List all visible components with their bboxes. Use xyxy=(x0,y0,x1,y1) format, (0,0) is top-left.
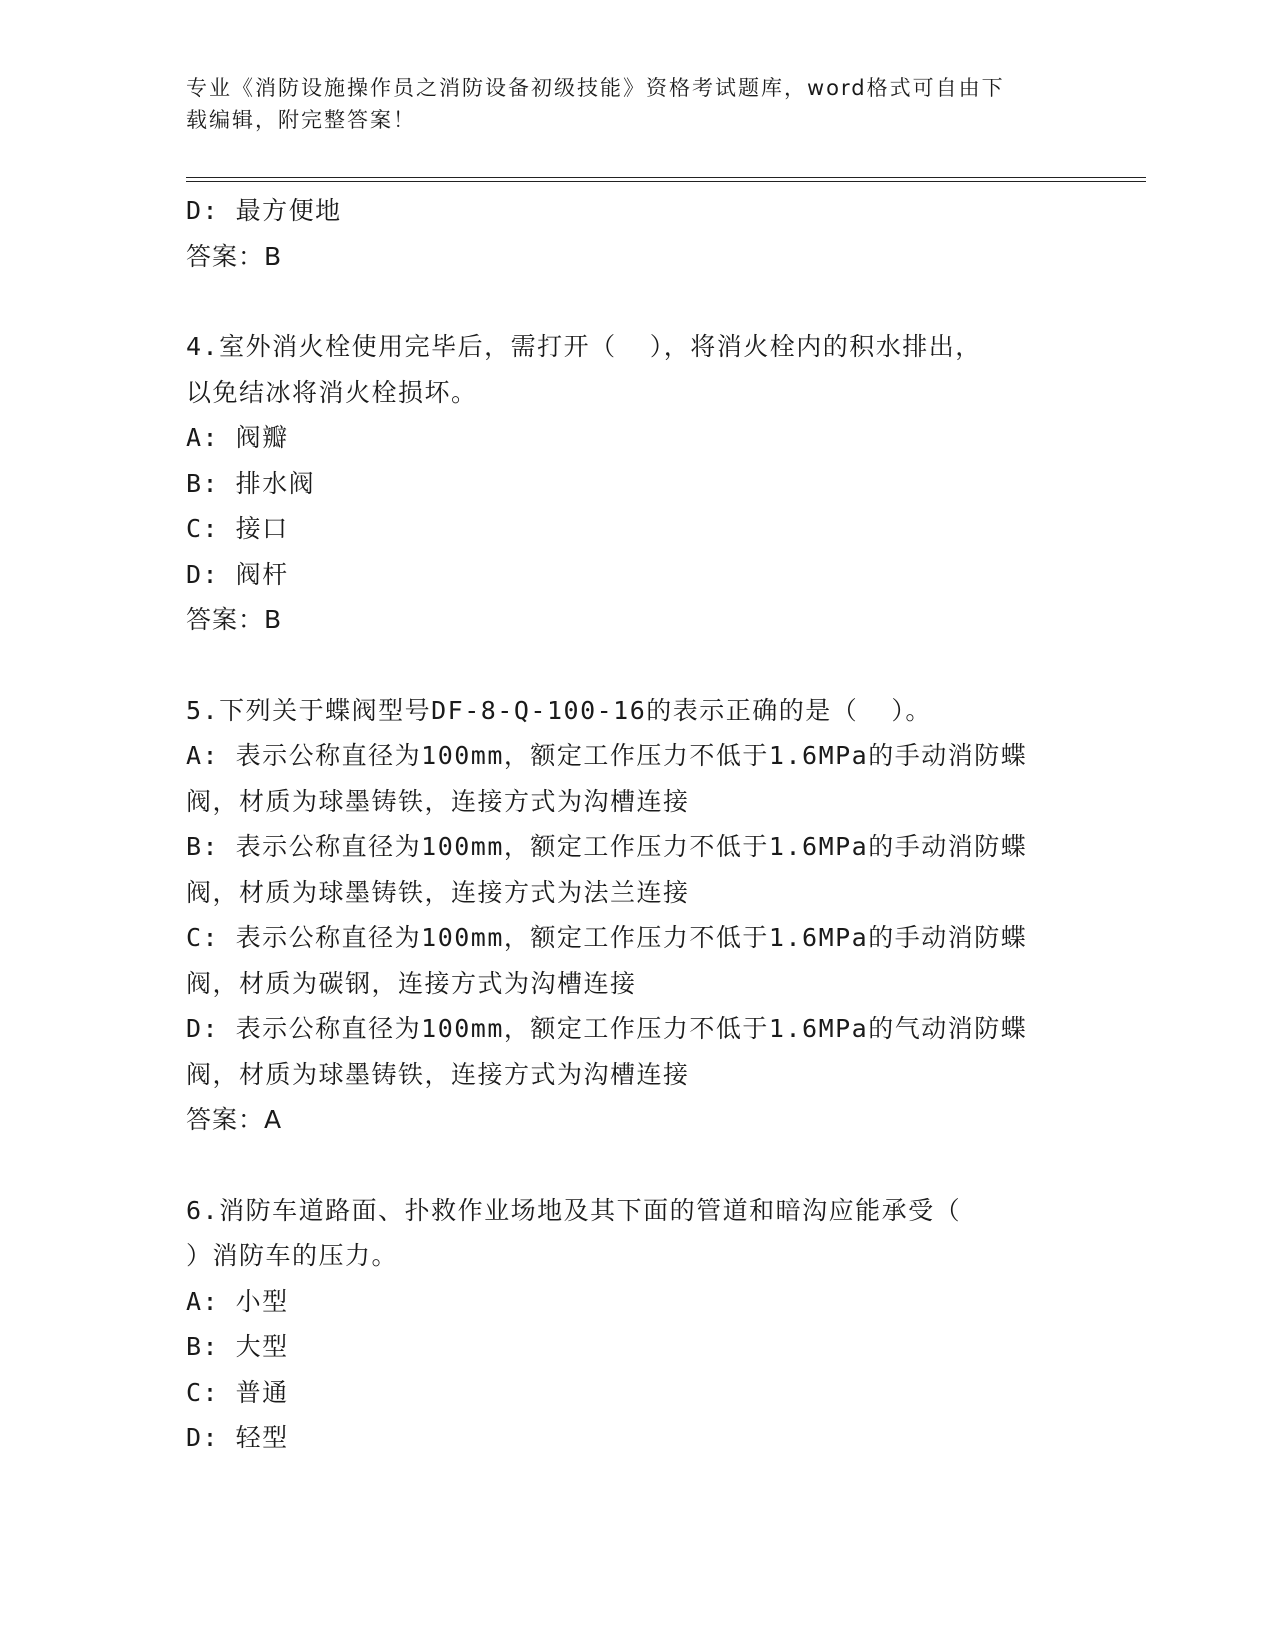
header-line-1: 专业《消防设施操作员之消防设备初级技能》资格考试题库，word格式可自由下 xyxy=(186,76,1005,100)
question-6-option-c: C: 普通 xyxy=(186,1377,289,1407)
question-5-option-a-line-2: 阀，材质为球墨铸铁，连接方式为沟槽连接 xyxy=(186,786,690,816)
header-line-2: 载编辑，附完整答案！ xyxy=(186,108,416,132)
prev-answer: 答案：B xyxy=(186,241,283,271)
document-header xyxy=(186,72,1066,136)
question-5-option-d-line-2: 阀，材质为球墨铸铁，连接方式为沟槽连接 xyxy=(186,1059,690,1089)
question-content xyxy=(186,188,1086,1461)
question-5-option-c-line-2: 阀，材质为碳钢，连接方式为沟槽连接 xyxy=(186,968,637,998)
question-5-option-b-line-1: B: 表示公称直径为100mm，额定工作压力不低于1.6MPa的手动消防蝶 xyxy=(186,832,1028,861)
question-5-answer: 答案：A xyxy=(186,1105,283,1134)
question-5-option-a-line-1: A: 表示公称直径为100mm，额定工作压力不低于1.6MPa的手动消防蝶 xyxy=(186,741,1028,770)
question-6-stem-line-2: ）消防车的压力。 xyxy=(186,1241,399,1270)
question-5-option-c-line-1: C: 表示公称直径为100mm，额定工作压力不低于1.6MPa的手动消防蝶 xyxy=(186,923,1028,952)
question-5-option-d-line-1: D: 表示公称直径为100mm，额定工作压力不低于1.6MPa的气动消防蝶 xyxy=(186,1014,1028,1043)
question-5-stem: 5.下列关于蝶阀型号DF-8-Q-100-16的表示正确的是（ ）。 xyxy=(186,695,932,725)
question-4-option-b: B: 排水阀 xyxy=(186,468,316,498)
spacer xyxy=(186,1143,1086,1188)
question-5-option-b-line-2: 阀，材质为球墨铸铁，连接方式为法兰连接 xyxy=(186,877,690,907)
question-6-option-a: A: 小型 xyxy=(186,1286,289,1316)
question-4 xyxy=(186,324,1086,643)
question-4-stem-line-2: 以免结冰将消火栓损坏。 xyxy=(186,377,478,407)
question-6-stem-line-1: 6.消防车道路面、扑救作业场地及其下面的管道和暗沟应能承受（ xyxy=(186,1195,962,1225)
question-6-option-d: D: 轻型 xyxy=(186,1423,289,1452)
question-6 xyxy=(186,1188,1086,1461)
question-4-answer: 答案：B xyxy=(186,605,283,634)
question-4-option-c: C: 接口 xyxy=(186,514,289,543)
question-6-option-b: B: 大型 xyxy=(186,1332,289,1361)
prev-option-d: D: 最方便地 xyxy=(186,196,342,225)
question-4-option-a: A: 阀瓣 xyxy=(186,423,289,452)
spacer xyxy=(186,643,1086,688)
header-divider xyxy=(186,177,1146,182)
question-5 xyxy=(186,688,1086,1143)
question-4-option-d: D: 阀杆 xyxy=(186,559,289,589)
question-4-stem-line-1: 4.室外消火栓使用完毕后，需打开（ ），将消火栓内的积水排出， xyxy=(186,332,982,361)
spacer xyxy=(186,279,1086,324)
